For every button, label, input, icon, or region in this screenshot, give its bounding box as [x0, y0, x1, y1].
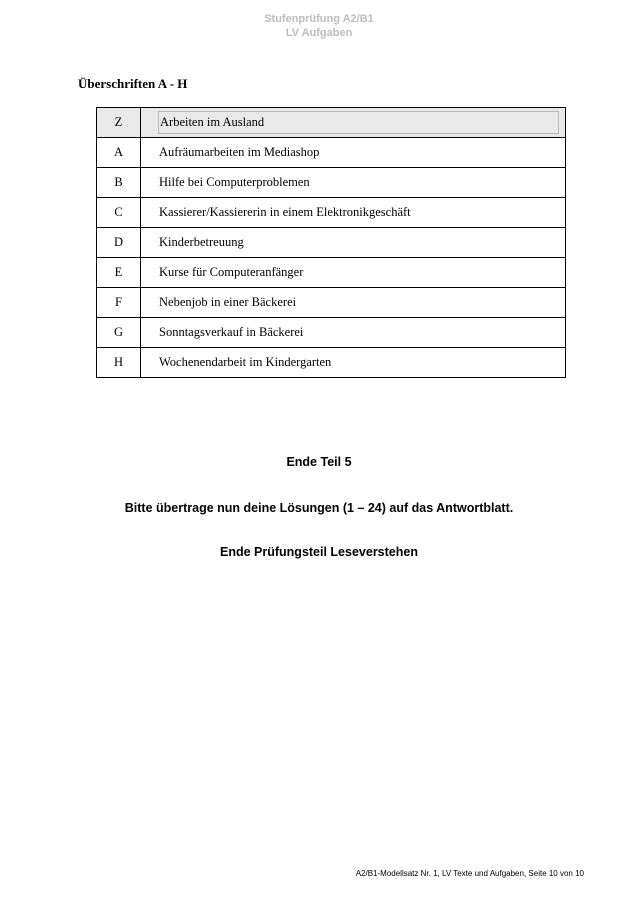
table-row [97, 198, 566, 228]
table-row [97, 138, 566, 168]
row-text: Sonntagsverkauf in Bäckerei [141, 318, 566, 348]
row-letter: Z [97, 108, 141, 138]
row-text: Aufräumarbeiten im Mediashop [141, 138, 566, 168]
row-letter: A [97, 138, 141, 168]
page-header [0, 12, 638, 40]
row-text: Kassierer/Kassiererin in einem Elektronikgeschäft [141, 198, 566, 228]
table-row [97, 228, 566, 258]
end-part-note: Ende Teil 5 [286, 455, 352, 469]
transfer-instruction: Bitte übertrage nun deine Lösungen (1 – 24) auf das Antwortblatt. [124, 501, 514, 515]
table-row [97, 318, 566, 348]
row-text: Hilfe bei Computerproblemen [141, 168, 566, 198]
header-subtitle: LV Aufgaben [285, 27, 353, 39]
row-text [141, 108, 566, 138]
row-text: Kinderbetreuung [141, 228, 566, 258]
end-section-note: Ende Prüfungsteil Leseverstehen [220, 545, 418, 559]
row-text-label: Arbeiten im Ausland [158, 111, 559, 134]
table-row [97, 258, 566, 288]
row-letter: E [97, 258, 141, 288]
table-row [97, 168, 566, 198]
section-heading: Überschriften A - H [78, 76, 188, 91]
row-letter: H [97, 348, 141, 378]
row-letter: F [97, 288, 141, 318]
row-letter: G [97, 318, 141, 348]
page-footer: A2/B1-Modellsatz Nr. 1, LV Texte und Aufgaben, Seite 10 von 10 [355, 869, 584, 878]
table-row-example [97, 108, 566, 138]
row-text: Kurse für Computeranfänger [141, 258, 566, 288]
row-letter: C [97, 198, 141, 228]
row-text: Nebenjob in einer Bäckerei [141, 288, 566, 318]
table-row [97, 288, 566, 318]
row-text: Wochenendarbeit im Kindergarten [141, 348, 566, 378]
header-title: Stufenprüfung A2/B1 [264, 13, 374, 25]
row-letter: D [97, 228, 141, 258]
headings-table [96, 107, 566, 378]
row-letter: B [97, 168, 141, 198]
table-row [97, 348, 566, 378]
